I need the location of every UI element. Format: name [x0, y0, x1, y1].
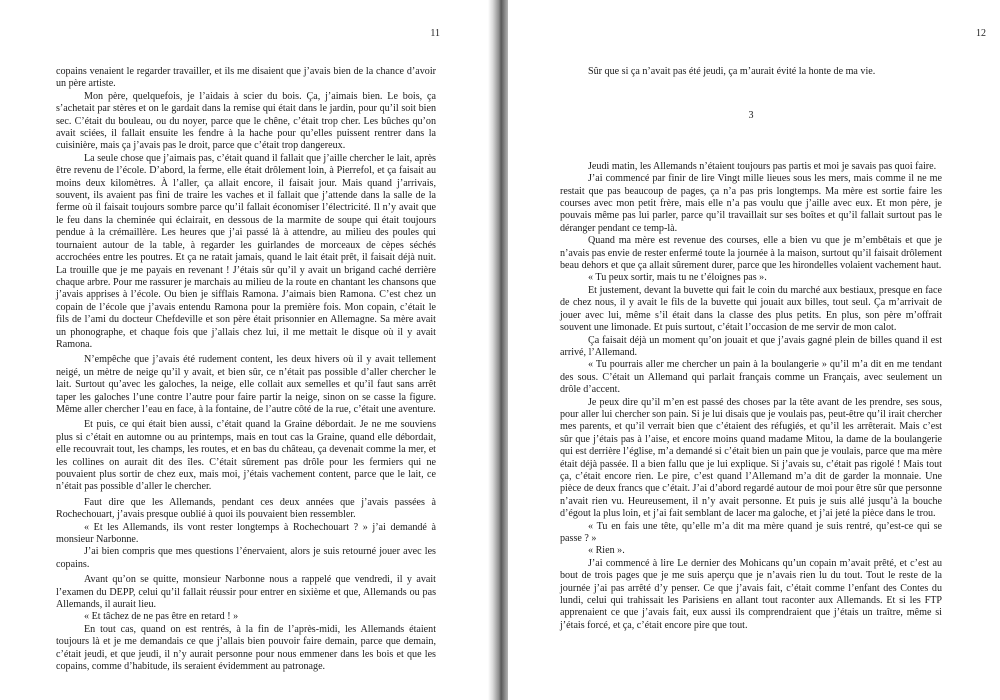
paragraph: Et puis, ce qui était bien aussi, c’était quand la Graine débordait. Je ne me souviens plus si c’était en automne ou au printemps, mais en tout cas la Graine, quand elle débordait, elle recouvrait tout, les champs, les routes, et en bas du château, ça devenait comme la mer, et les collines on aurait dit des îles. C’était sûrement pas drôle pour les fermiers qui ne pouvaient plus sortir de chez eux, mais moi, j’étais vachement content, parce que le lait, ce n’était pas possible d’aller le chercher.	[56, 419, 436, 493]
paragraph: J’ai commencé à lire Le dernier des Mohicans qu’un copain m’avait prêté, et c’est au bout de trois pages que je me suis aperçu que je n’avais rien lu du tout. Tout le reste de la journée j’ai pas arrêté d’y penser. Ce que j’avais fait, c’était comme l’enfant des Contes du lundi, celui qui trahissait les Parisiens en allant tout raconter aux Allemands. Et si les FTP apprenaient ce que j’avais fait, eux aussi ils comprendraient que j’étais un traître, même si j’étais forcé, et ça, c’était encore pire que tout.	[560, 557, 942, 631]
right-page-number: 12	[976, 28, 986, 39]
paragraph: J’ai bien compris que mes questions l’énervaient, alors je suis retourné jouer avec les copains.	[56, 546, 436, 570]
paragraph: Je peux dire qu’il m’en est passé des choses par la tête avant de les prendre, ses sous, pour aller lui chercher son pain. Si je lui disais que je voulais pas, peut-être qu’il irait chercher mes parents, et qu’il verrait bien que c’étaient des réfugiés, et qu’il les arrêterait. Mais c’est sûr que j’étais pas à l’aise, et encore moins quand madame Mitou, la dame de la boulangerie qui est derrière l’église, m’a demandé si c’était bien un pain que je voulais, parce que ma mère était déjà passée. Il a bien fallu que je lui explique. Si j’avais su, c’était pas rigolé ! Mais tout ça, c’était encore rien. Le pire, c’est quand l’Allemand m’a dit de garder la monnaie. Une pièce de deux francs que c’était. J’ai d’abord regardé autour de moi pour être sûr que personne n’avait rien vu. Heureusement, il n’y avait personne. Et puis je suis allé jusqu’à la bouche d’égout la plus loin, et j’ai fait semblant de lacer ma galoche, et j’ai jeté la pièce dans le trou.	[560, 396, 943, 520]
paragraph: Avant qu’on se quitte, monsieur Narbonne nous a rappelé que vendredi, il y avait l’examen du DEPP, celui qu’il fallait réussir pour entrer en sixième et que, Allemands ou pas Allemands, il aurait lieu.	[56, 574, 436, 611]
paragraph: J’ai commencé par finir de lire Vingt mille lieues sous les mers, mais comme il ne me restait que pas beaucoup de pages, ça n’a pas pris longtemps. Ma mère est sortie faire les courses avec mon petit frère, mais elle n’a pas voulu que j’aille avec eux. Et mon père, je pouvais même pas lui parler, parce qu’il travaillait sur ses boîtes et qu’il fallait surtout pas le déranger pendant ce temp-là.	[560, 173, 942, 234]
left-page-number: 11	[430, 28, 440, 39]
paragraph: « Rien ».	[588, 545, 625, 557]
paragraph: copains venaient le regarder travailler, et ils me disaient que j’avais bien de la chance d’avoir un père artiste.	[56, 66, 436, 90]
right-page-text	[560, 66, 942, 632]
paragraph: « Tu en fais une tête, qu’elle m’a dit ma mère quand je suis rentré, qu’est-ce qui se passe ? »	[560, 520, 942, 544]
paragraph: « Et les Allemands, ils vont rester longtemps à Rochechouart ? » j’ai demandé à monsieur Narbonne.	[56, 521, 436, 546]
paragraph: La seule chose que j’aimais pas, c’était quand il fallait que j’aille chercher le lait, après être revenu de l’école. D’abord, la ferme, elle était drôlement loin, à Pierrefol, et ça faisait au moins deux kilomètres. À l’aller, ça allait encore, il faisait jour. Mais quand j’arrivais, souvent, ils avaient pas fini de traire les vaches et il fallait que j’attende dans la salle de la ferme où il faisait toujours sombre parce qu’il fallait économiser l’électricité. Il n’y avait que le feu dans la cheminée qui éclairait, en dessous de la marmite de soupe qui était toujours pendue à la crémaillère. Les heures que j’ai passé là à attendre, au milieu des poules qui tournaient autour de la table, à regarder les guirlandes de morceaux de cèpes séchés accrochées entre les poutres. Et ça ne ratait jamais, quand le lait était prêt, il faisait déjà nuit. La trouille que je me payais en revenant ! J’étais sûr qu’il y avait un brigand caché derrière chaque arbre. Pour me rassurer je marchais au milieu de la route en chantant les chansons que j’avais apprises à l’école. Ou bien je sifflais Ramona. J’aimais bien Ramona. C’est chez un copain de l’école que j’avais entendu Ramona pour la première fois. Mon copain, c’était le fils de l’ami du docteur Chefdeville et son père était prisonnier en Allemagne. Sa mère avait un phonographe, et chaque fois que j’allais chez lui, il me mettait le disque où il y avait Ramona.	[56, 152, 436, 350]
paragraph: Faut dire que les Allemands, pendant ces deux années que j’avais passées à Rochechouart, j’avais presque oublié à quoi ils pouvaient bien ressembler.	[56, 496, 436, 521]
paragraph: Quand ma mère est revenue des courses, elle a bien vu que je m’embêtais et que je n’avais pas envie de rester enfermé toute la journée à la maison, surtout qu’il faisait drôlement beau dehors et que ça allait sûrement durer, parce que les hirondelles volaient vachement haut.	[560, 235, 942, 272]
left-page	[0, 0, 492, 700]
paragraph: « Tu pourrais aller me chercher un pain à la boulangerie » qu’il m’a dit en me tendant des sous. C’était un Allemand qui parlait français comme un Français, avec seulement un drôle d’accent.	[560, 359, 942, 396]
paragraph: Jeudi matin, les Allemands n’étaient toujours pas partis et moi je savais pas quoi faire.	[588, 160, 937, 172]
paragraph: Mon père, quelquefois, je l’aidais à scier du bois. Ça, j’aimais bien. Le bois, ça s’achetait par stères et on le gardait dans la remise qui était dans le jardin, pour qu’il soit bien sec. C’était du bouleau, ou du noyer, parce que le chêne, c’était trop cher. Les bûches qu’on avait sciées, il fallait ensuite les fendre à la hache pour qu’elles puissent rentrer dans la cuisinière, mais ça j’avais pas le droit, parce que c’était trop dangereux.	[56, 90, 436, 152]
paragraph: Ça faisait déjà un moment qu’on jouait et que j’avais gagné plein de billes quand il est arrivé, l’Allemand.	[560, 334, 942, 358]
chapter-number: 3	[748, 110, 754, 122]
paragraph: « Et tâchez de ne pas être en retard ! »	[84, 611, 239, 623]
right-page	[508, 0, 1000, 700]
paragraph: « Tu peux sortir, mais tu ne t’éloignes pas ».	[588, 272, 767, 284]
paragraph: N’empêche que j’avais été rudement content, les deux hivers où il y avait tellement neigé, un mètre de neige qu’il y avait, et bien sûr, ce n’était pas possible d’aller chercher le lait. Surtout qu’avec les galoches, la neige, elle collait aux semelles et qu’il faut sans arrêt taper les galoches l’une contre l’autre pour faire partir la neige, sinon on se casse la figure. Même aller chercher l’eau en face, à la fontaine, de l’autre côté de la rue, c’était une aventure.	[56, 354, 436, 415]
opening-line: Sûr que si ça n’avait pas été jeudi, ça m’aurait évité la honte de ma vie.	[588, 66, 876, 77]
paragraph: En tout cas, quand on est rentrés, à la fin de l’après-midi, les Allemands étaient toujours là et je me demandais ce que j’allais bien pouvoir faire demain, parce que demain, c’était jeudi, et que jeudi, il n’y aurait personne pour nous emmener dans les bois et que les copains, comme d’habitude, ils seraient évidemment au patronage.	[56, 623, 436, 673]
paragraph: Et justement, devant la buvette qui fait le coin du marché aux bestiaux, presque en face de chez nous, il y avait le fils de la buvette qui jouait aux billes, tout seul. Ça m’arrivait de jouer avec lui, même s’il était dans la classe des plus petits. En plus, son père m’offrait souvent une limonade. Et puis surtout, c’était l’occasion de me servir de mon calot.	[560, 284, 942, 334]
left-page-text	[56, 66, 436, 674]
